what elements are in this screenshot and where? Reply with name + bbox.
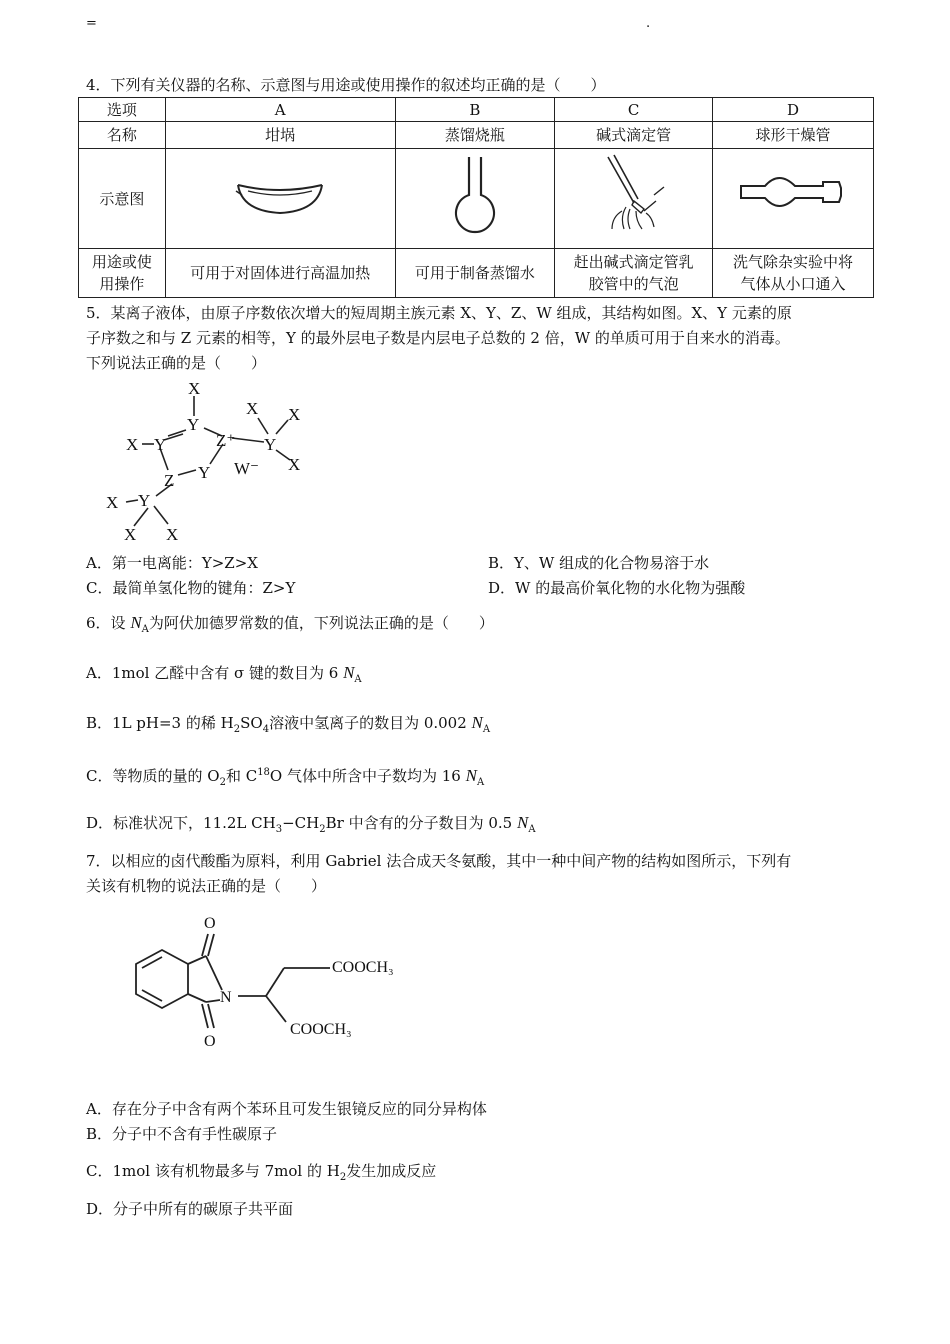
q4-usage-c: 赶出碱式滴定管乳 胶管中的气泡	[555, 249, 713, 298]
q4-usage-b: 可用于制备蒸馏水	[395, 249, 555, 298]
q5-atom: X	[126, 435, 139, 454]
q7-option-a: A．存在分子中含有两个苯环且可发生银镜反应的同分异构体	[86, 1100, 487, 1118]
q4-row-label-usage: 用途或使 用操作	[79, 249, 166, 298]
q4-diagram-a	[165, 149, 395, 249]
q5-atom: Z	[164, 471, 175, 490]
q4-diagram-b	[395, 149, 555, 249]
header-left-mark: =	[86, 16, 97, 31]
q5-atom: X	[188, 379, 201, 398]
q5-option-a: A．第一电离能：Y>Z>X	[86, 554, 258, 572]
q5-atom: Y	[198, 463, 211, 482]
q5-stem-line-2: 子序数之和与 Z 元素的相等，Y 的最外层电子数是内层电子总数的 2 倍，W 的单质可用于自来水的消毒。	[86, 329, 790, 347]
q7-ester-group: COOCH₃	[290, 1021, 352, 1038]
crucible-icon	[230, 171, 330, 221]
q6-option-d: D．标准状况下，11.2L $CH_3-CH_2Br$ 中含有的分子数目为 0.5 $N_A$	[86, 813, 536, 835]
q7-option-d: D．分子中所有的碳原子共平面	[86, 1200, 294, 1218]
q6-stem: 6．设 $N_A$为阿伏加德罗常数的值，下列说法正确的是（ ）	[86, 613, 494, 635]
header-right-mark: .	[646, 16, 651, 31]
q4-option-a: A	[165, 98, 395, 122]
avogadro-symbol: N	[130, 613, 142, 632]
q5-stem-line-1: 5．某离子液体，由原子序数依次增大的短周期主族元素 X、Y、Z、W 组成，其结构如图。X、Y 元素的原	[86, 304, 792, 322]
q5-atom: Y	[264, 435, 277, 454]
q4-stem: 4．下列有关仪器的名称、示意图与用途或使用操作的叙述均正确的是（ ）	[86, 76, 606, 94]
q5-atom: X	[124, 525, 137, 544]
q5-atom: X	[288, 405, 301, 424]
q7-atom: O	[204, 1033, 216, 1050]
q5-option-b: B．Y、W 组成的化合物易溶于水	[488, 554, 710, 572]
q6-option-a: A．1mol 乙醛中含有 σ 键的数目为 6 $N_A$	[86, 663, 362, 685]
q7-option-c: C．1mol 该有机物最多与 7mol 的 $H_2$发生加成反应	[86, 1162, 437, 1183]
q5-atom: Y	[187, 415, 200, 434]
q7-atom: N	[220, 989, 232, 1006]
q4-row-label-name: 名称	[79, 122, 166, 149]
q7-stem-line-2: 关该有机物的说法正确的是（ ）	[86, 877, 327, 895]
q4-option-d: D	[713, 98, 874, 122]
q4-table	[78, 97, 874, 298]
q4-option-c: C	[555, 98, 713, 122]
q4-row-usage	[79, 249, 874, 298]
q5-atom: X	[246, 399, 259, 418]
q5-option-d: D．W 的最高价氧化物的水化物为强酸	[488, 579, 746, 597]
q4-name-c: 碱式滴定管	[555, 122, 713, 149]
q5-stem-line-3: 下列说法正确的是（ ）	[86, 354, 267, 372]
drying-tube-icon	[733, 166, 853, 226]
q7-option-b: B．分子中不含有手性碳原子	[86, 1125, 278, 1143]
q4-option-b: B	[395, 98, 555, 122]
q5-atom: Y	[154, 435, 167, 454]
q5-atom: X	[106, 493, 119, 512]
q7-ester-group: COOCH₃	[332, 959, 394, 976]
q4-usage-a: 可用于对固体进行高温加热	[165, 249, 395, 298]
q4-usage-d: 洗气除杂实验中将 气体从小口通入	[713, 249, 874, 298]
burette-icon	[594, 151, 674, 241]
q7-atom: O	[204, 915, 216, 932]
q5-atom: X	[288, 455, 301, 474]
distillation-flask-icon	[450, 153, 500, 239]
q5-atom: W⁻	[234, 459, 260, 478]
q7-stem-line-1: 7．以相应的卤代酸酯为原料，利用 Gabriel 法合成天冬氨酸，其中一种中间产物的结构如图所示，下列有	[86, 852, 792, 870]
q4-row-option	[79, 98, 874, 122]
q4-diagram-d	[713, 149, 874, 249]
q4-row-name	[79, 122, 874, 149]
q5-option-c: C．最简单氢化物的键角：Z>Y	[86, 579, 296, 597]
q4-row-label-diagram: 示意图	[79, 149, 166, 249]
q6-option-c: C．等物质的量的 $O_2$和 $C^{18}O$ 气体中所含中子数均为 16 $N_A$	[86, 766, 485, 788]
q4-diagram-c	[555, 149, 713, 249]
q4-name-b: 蒸馏烧瓶	[395, 122, 555, 149]
q5-atom: X	[166, 525, 179, 544]
q5-ionic-liquid-structure	[96, 378, 326, 544]
q6-option-b: B．1L pH=3 的稀 $H_2SO_4$溶液中氢离子的数目为 0.002 $N_A$	[86, 713, 491, 735]
q5-atom: Y	[138, 491, 151, 510]
q4-name-d: 球形干燥管	[713, 122, 874, 149]
q4-row-label-option: 选项	[79, 98, 166, 122]
q4-name-a: 坩埚	[165, 122, 395, 149]
q7-phthalimide-structure	[96, 906, 416, 1086]
q4-row-diagram	[79, 149, 874, 249]
q5-atom: Z⁺	[216, 431, 236, 450]
